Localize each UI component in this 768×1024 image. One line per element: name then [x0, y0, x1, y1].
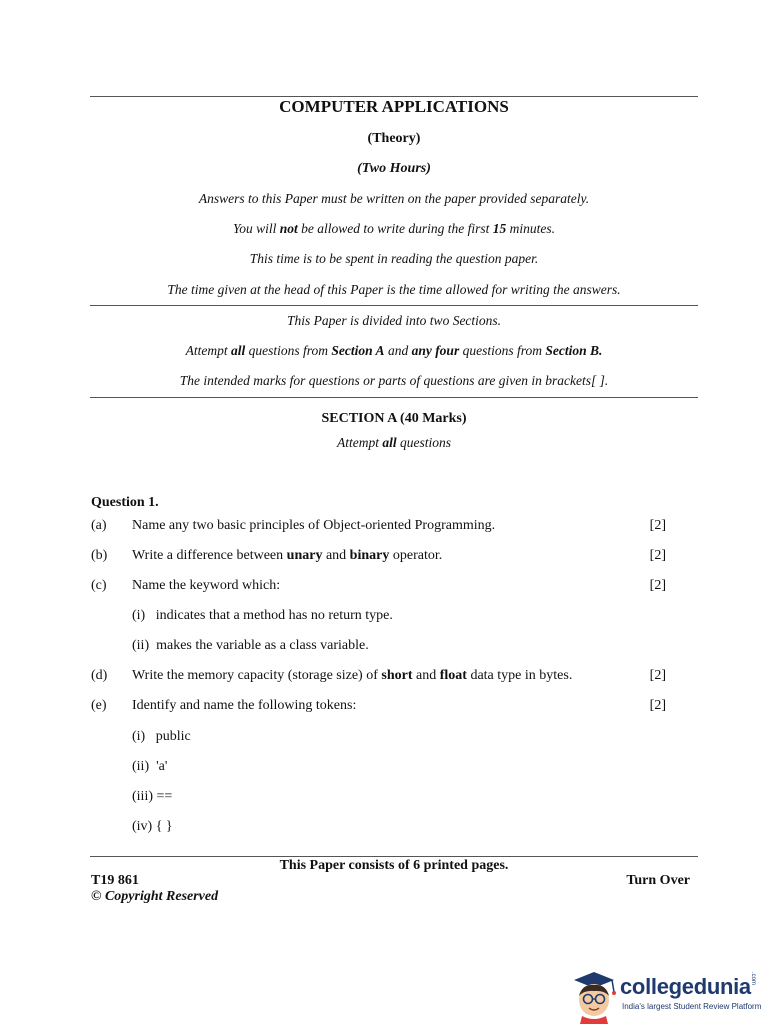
instruction-line-3: This time is to be spent in reading the question paper.: [249, 251, 539, 266]
instruction-line-1: Answers to this Paper must be written on the paper provided separately.: [198, 191, 590, 206]
footer-code: T19 861: [91, 873, 139, 888]
question-1c-i: (i) indicates that a method has no return type.: [132, 608, 393, 623]
section-rule: [90, 397, 698, 398]
middle-rule: [90, 305, 698, 306]
instruction-line-4: The time given at the head of this Paper is the time allowed for writing the answers.: [167, 282, 621, 297]
sections-line-1: This Paper is divided into two Sections.: [286, 313, 502, 328]
logo-domain: .com: [750, 972, 756, 986]
footer-pages: This Paper consists of 6 printed pages.: [279, 858, 509, 873]
paper-title: COMPUTER APPLICATIONS: [279, 97, 509, 116]
question-1e-iv: (iv) { }: [132, 819, 173, 834]
instruction-line-2: You will not be allowed to write during the first 15 minutes.: [232, 221, 556, 236]
logo-tagline: India's largest Student Review Platform: [622, 1002, 762, 1011]
sections-line-3: The intended marks for questions or parts of questions are given in brackets[ ].: [179, 373, 609, 388]
question-1e-ii: (ii) 'a': [132, 759, 168, 774]
footer-rule: [90, 856, 698, 857]
collegedunia-logo: [568, 966, 768, 1024]
sections-line-2: Attempt all questions from Section A and any four questions from Section B.: [185, 343, 603, 358]
paper-subtitle: (Theory): [367, 131, 421, 146]
student-mascot-icon: [568, 966, 620, 1024]
section-a-subtitle: Attempt all questions: [336, 435, 452, 450]
question-1e-i: (i) public: [132, 729, 191, 744]
question-1e-iii: (iii) ==: [132, 789, 173, 804]
footer-turn-over: Turn Over: [626, 873, 690, 888]
logo-wordmark: collegedunia: [620, 974, 751, 999]
footer-copyright: © Copyright Reserved: [91, 889, 219, 904]
question-1-heading: Question 1.: [91, 495, 159, 510]
section-a-title: SECTION A (40 Marks): [321, 411, 467, 426]
paper-duration: (Two Hours): [357, 161, 431, 176]
question-1c-ii: (ii) makes the variable as a class variable.: [132, 638, 369, 653]
